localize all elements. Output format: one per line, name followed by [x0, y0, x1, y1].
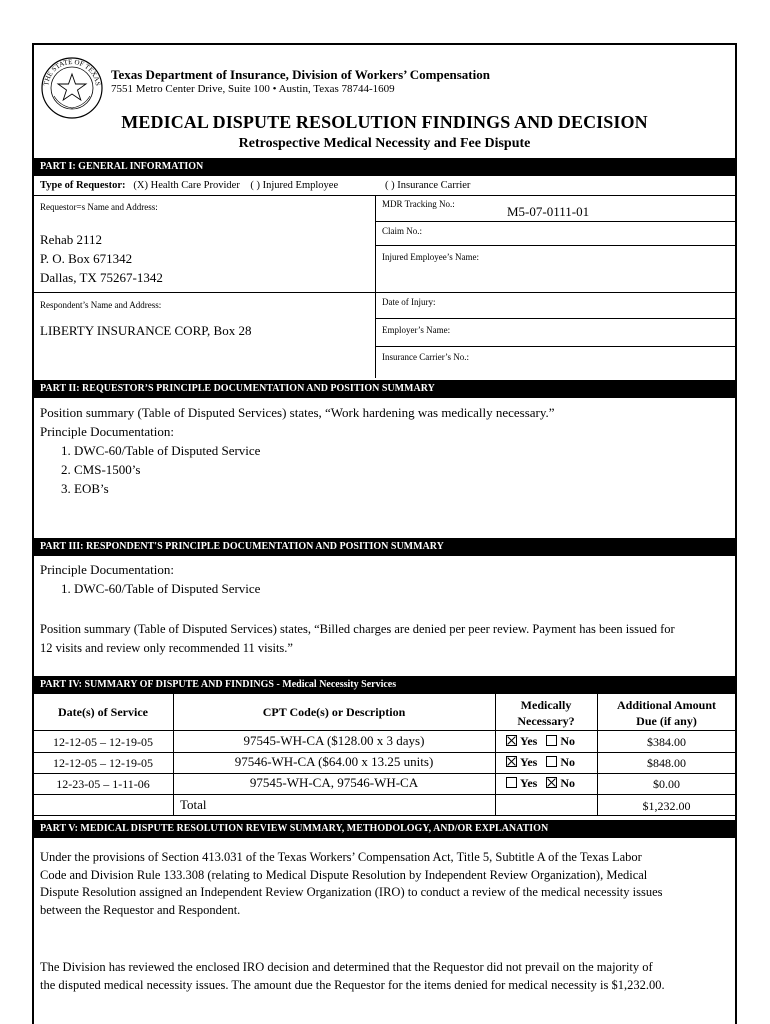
respondent-position-summary	[40, 620, 735, 658]
agency-name: Texas Department of Insurance, Division of Workers’ Compensation	[111, 67, 490, 82]
type-health-care-provider[interactable]: (X) Health Care Provider	[133, 180, 240, 191]
paragraph-line: the disputed medical necessity issues. The amount due the Requestor for the items denied for medical necessity is $1,232.00.	[40, 977, 665, 992]
requestor-line: Dallas, TX 75267-1342	[40, 270, 163, 285]
requestor-type-label: Type of Requestor:	[40, 180, 126, 191]
yes-checkbox[interactable]	[506, 735, 517, 746]
paragraph-line: Code and Division Rule 133.308 (relating to Medical Dispute Resolution by Independent Review Organization), Medical	[40, 867, 648, 882]
requestor-doc-item: 3. EOB’s	[61, 481, 109, 496]
no-label: No	[560, 776, 576, 790]
col-amount-header	[597, 697, 736, 729]
date-of-injury-label: Date of Injury:	[382, 297, 436, 307]
row-necessity	[506, 776, 575, 791]
respondent-doc-item: 1. DWC-60/Table of Disputed Service	[61, 581, 261, 596]
part4-heading: PART IV: SUMMARY OF DISPUTE AND FINDINGS - Medical Necessity Services	[33, 676, 736, 694]
paragraph-line: between the Requestor and Respondent.	[40, 902, 241, 917]
employer-label: Employer’s Name:	[382, 325, 451, 335]
row-dates: 12-12-05 – 12-19-05	[53, 756, 153, 770]
yes-label: Yes	[520, 734, 538, 748]
table-rule	[33, 773, 736, 774]
part5-heading: PART V: MEDICAL DISPUTE RESOLUTION REVIEW SUMMARY, METHODOLOGY, AND/OR EXPLANATION	[33, 820, 736, 838]
requestor-label: Requestor=s Name and Address:	[40, 202, 158, 212]
yes-label: Yes	[520, 755, 538, 769]
row-necessity	[506, 755, 575, 770]
paragraph-line: The Division has reviewed the enclosed IRO decision and determined that the Requestor did not prevail on the majority of	[40, 960, 653, 974]
row-necessity	[506, 734, 575, 749]
carrier-number-label: Insurance Carrier’s No.:	[382, 352, 470, 362]
claim-label: Claim No.:	[382, 226, 422, 236]
row-cpt: 97546-WH-CA ($64.00 x 13.25 units)	[234, 754, 434, 769]
col-cpt-header: CPT Code(s) or Description	[262, 705, 406, 719]
part5-paragraph-2	[40, 959, 735, 994]
no-checkbox[interactable]	[546, 735, 557, 746]
row-dates: 12-23-05 – 1-11-06	[56, 777, 150, 791]
part3-heading: PART III: RESPONDENT'S PRINCIPLE DOCUMENTATION AND POSITION SUMMARY	[33, 538, 736, 556]
row-amount: $848.00	[647, 756, 686, 770]
requestor-address	[40, 230, 163, 287]
table-rule	[33, 730, 736, 731]
page-subtitle: Retrospective Medical Necessity and Fee Dispute	[238, 136, 531, 151]
no-checkbox[interactable]	[546, 777, 557, 788]
agency-address: 7551 Metro Center Drive, Suite 100 • Austin, Texas 78744-1609	[111, 83, 395, 95]
divider	[33, 292, 736, 293]
paragraph-line: Under the provisions of Section 413.031 of the Texas Workers’ Compensation Act, Title 5, Subtitle A of the Texas Labor	[40, 850, 642, 864]
part5-paragraph-1	[40, 849, 735, 919]
employee-label: Injured Employee’s Name:	[382, 252, 479, 262]
divider	[375, 195, 376, 378]
divider	[375, 245, 736, 246]
respondent-label: Respondent’s Name and Address:	[40, 300, 162, 310]
row-amount: $384.00	[647, 735, 686, 749]
type-injured-employee[interactable]: ( ) Injured Employee	[250, 180, 339, 191]
part3-content	[40, 560, 735, 598]
col-medically-necessary-header	[495, 697, 597, 729]
no-label: No	[560, 734, 576, 748]
total-label: Total	[180, 797, 207, 812]
yes-checkbox[interactable]	[506, 777, 517, 788]
part1-heading: PART I: GENERAL INFORMATION	[33, 158, 736, 176]
requestor-position-summary: Position summary (Table of Disputed Services) states, “Work hardening was medically necessary.”	[40, 405, 555, 420]
divider	[375, 221, 736, 222]
no-label: No	[560, 755, 576, 769]
divider	[375, 318, 736, 319]
divider	[33, 195, 736, 196]
svg-text:THE STATE OF TEXAS: THE STATE OF TEXAS	[42, 57, 102, 87]
paragraph-line: Dispute Resolution assigned an Independent Review Organization (IRO) to conduct a review of the medical necessity issues	[40, 885, 663, 899]
part2-content	[40, 403, 730, 498]
type-insurance-carrier[interactable]: ( ) Insurance Carrier	[385, 180, 471, 191]
requestor-line: P. O. Box 671342	[40, 251, 133, 266]
yes-checkbox[interactable]	[506, 756, 517, 767]
summary-line: Position summary (Table of Disputed Services) states, “Billed charges are denied per peer review. Payment has been issued for	[40, 622, 675, 636]
header-line: Additional Amount	[616, 698, 717, 712]
mdr-label: MDR Tracking No.:	[382, 199, 455, 209]
respondent-value: LIBERTY INSURANCE CORP, Box 28	[40, 323, 252, 338]
texas-state-seal	[40, 56, 104, 120]
requestor-line: Rehab 2112	[40, 232, 102, 247]
requestor-doc-label: Principle Documentation:	[40, 424, 174, 439]
no-checkbox[interactable]	[546, 756, 557, 767]
table-rule	[33, 815, 736, 816]
page-title: MEDICAL DISPUTE RESOLUTION FINDINGS AND DECISION	[121, 112, 648, 132]
mdr-value: M5-07-0111-01	[507, 204, 590, 219]
row-cpt: 97545-WH-CA, 97546-WH-CA	[249, 775, 419, 790]
table-rule	[33, 794, 736, 795]
requestor-doc-item: 2. CMS-1500’s	[61, 462, 141, 477]
row-amount: $0.00	[653, 777, 680, 791]
divider	[375, 346, 736, 347]
row-cpt: 97545-WH-CA ($128.00 x 3 days)	[243, 733, 425, 748]
total-value: $1,232.00	[642, 799, 691, 813]
part2-heading: PART II: REQUESTOR’S PRINCIPLE DOCUMENTATION AND POSITION SUMMARY	[33, 380, 736, 398]
table-rule	[33, 752, 736, 753]
col-dates-header: Date(s) of Service	[58, 705, 148, 719]
requestor-doc-item: 1. DWC-60/Table of Disputed Service	[61, 443, 261, 458]
header-line: Necessary?	[517, 714, 575, 728]
yes-label: Yes	[520, 776, 538, 790]
header-line: Due (if any)	[636, 714, 697, 728]
row-dates: 12-12-05 – 12-19-05	[53, 735, 153, 749]
respondent-doc-label: Principle Documentation:	[40, 562, 174, 577]
summary-line: 12 visits and review only recommended 11 visits.”	[40, 641, 293, 655]
requestor-type-row	[40, 180, 338, 191]
header-line: Medically	[520, 698, 572, 712]
